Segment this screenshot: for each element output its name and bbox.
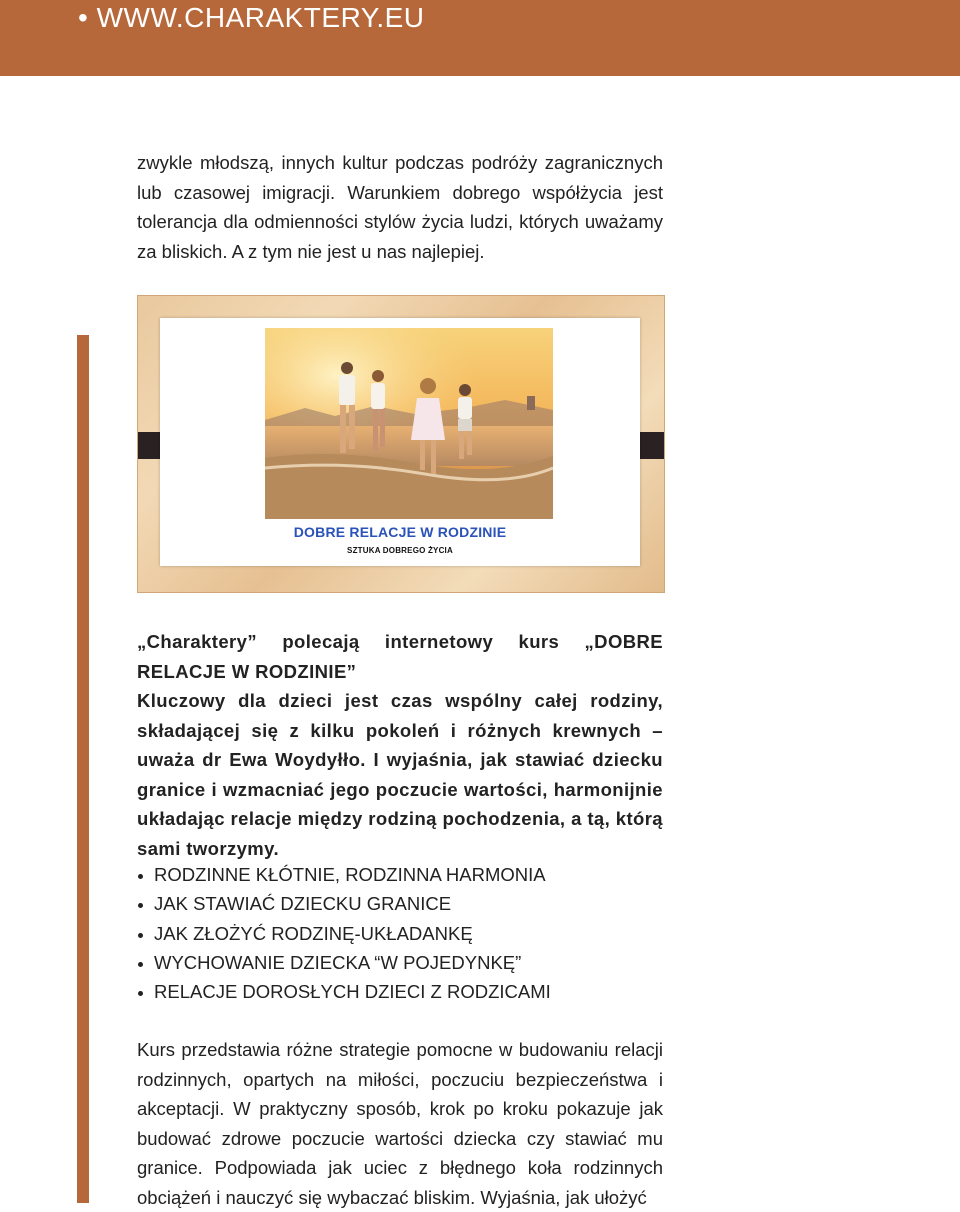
banner-title: DOBRE RELACJE W RODZINIE — [293, 524, 507, 540]
list-item — [137, 860, 663, 889]
bullet-icon — [138, 991, 143, 996]
banner-subtitle: SZTUKA DOBREGO ŻYCIA — [347, 546, 453, 555]
course-heading: „Charaktery” polecają internetowy kurs „DOBRE RELACJE W RODZINIE” — [137, 631, 663, 682]
course-description: Kluczowy dla dzieci jest czas wspólny całej rodziny, składającej się z kilku pokoleń i różnych krewnych – uważa dr Ewa Woydyłło. I wyjaśnia, jak stawiać dziecku granice i wzmacniać jego poczucie wartości, harmonijnie układając relacje między rodziną pochodzenia, a tą, którą sami tworzymy. — [137, 690, 663, 859]
bullet-icon — [138, 962, 143, 967]
topic-label: JAK STAWIAĆ DZIECKU GRANICE — [154, 893, 452, 915]
topic-list — [137, 860, 663, 1006]
topic-label: JAK ZŁOŻYĆ RODZINĘ-UKŁADANKĘ — [154, 922, 473, 944]
topic-label: RELACJE DOROSŁYCH DZIECI Z RODZICAMI — [154, 981, 551, 1003]
bullet-icon — [138, 933, 143, 938]
bullet-icon — [138, 874, 143, 879]
topic-label: RODZINNE KŁÓTNIE, RODZINNA HARMONIA — [154, 864, 546, 885]
intro-paragraph: zwykle młodszą, innych kultur podczas podróży zagranicznych lub czasowej imigracji. Warunkiem dobrego współżycia jest tolerancja dla odmienności stylów życia ludzi, których uważamy za bliskich. A z tym nie jest u nas najlepiej. — [137, 152, 663, 262]
banner-card — [160, 318, 640, 566]
topic-label: WYCHOWANIE DZIECKA “W POJEDYNKĘ” — [154, 951, 522, 973]
course-block — [137, 627, 663, 863]
accent-sidebar — [77, 335, 89, 1203]
list-item — [137, 919, 663, 948]
site-url[interactable]: • WWW.CHARAKTERY.EU — [78, 2, 425, 33]
family-beach-photo — [265, 328, 553, 519]
bullet-icon — [138, 903, 143, 908]
list-item — [137, 977, 663, 1006]
list-item — [137, 889, 663, 918]
header-band — [0, 0, 960, 76]
list-item — [137, 948, 663, 977]
course-banner — [137, 295, 665, 593]
closing-paragraph: Kurs przedstawia różne strategie pomocne w budowaniu relacji rodzinnych, opartych na miłości, poczuciu bezpieczeństwa i akceptacji. W praktyczny sposób, krok po kroku pokazuje jak budować zdrowe poczucie wartości dziecka czy stawiać mu granice. Podpowiada jak uciec z błędnego koła rodzinnych obciążeń i nauczyć się wybaczać bliskim. Wyjaśnia, jak ułożyć — [137, 1039, 663, 1208]
